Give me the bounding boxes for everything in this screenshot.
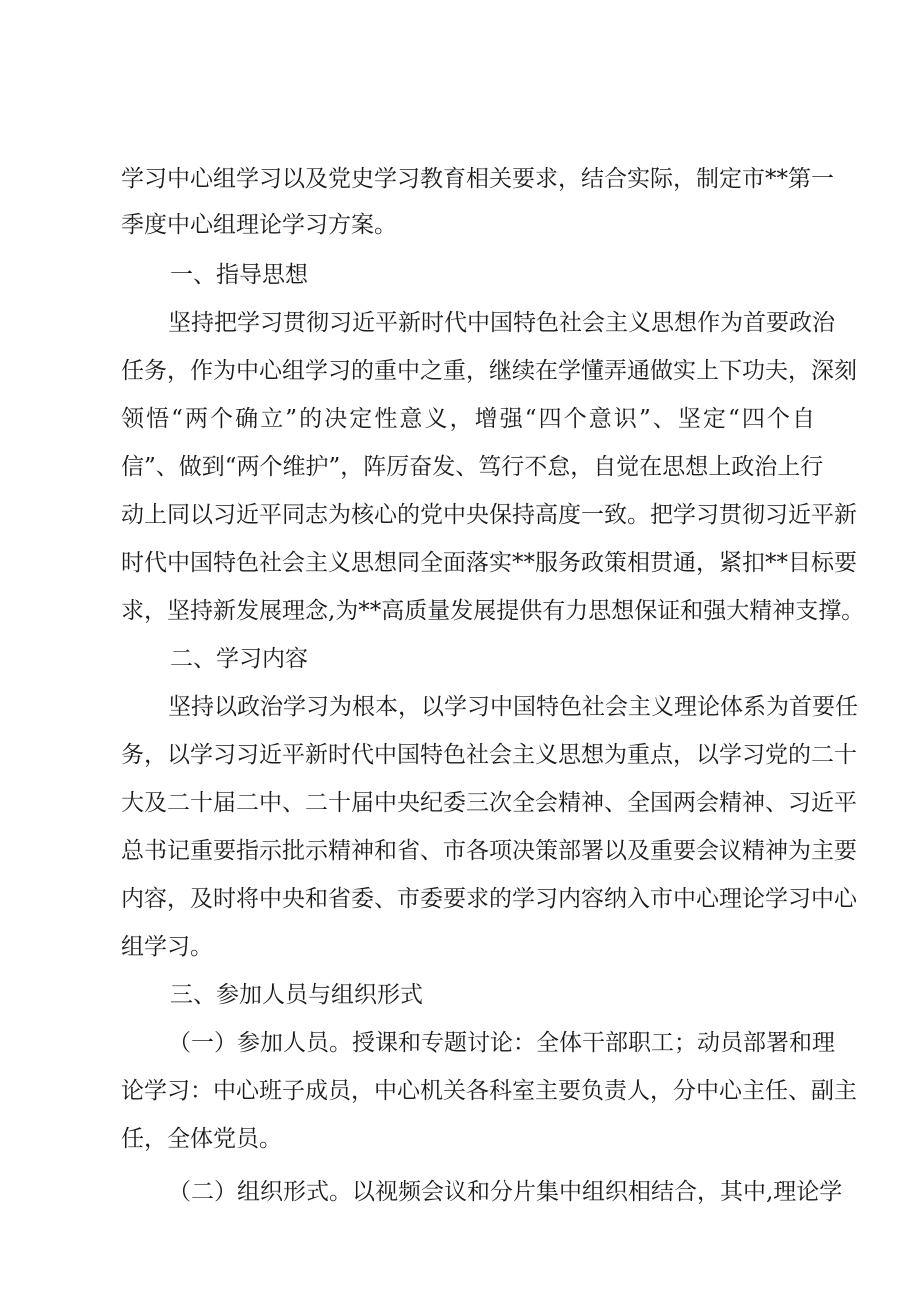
paragraph-line: 组学习。 <box>121 934 213 960</box>
paragraph-line: 学习中心组学习以及党史学习教育相关要求，结合实际，制定市**第一 <box>121 166 834 192</box>
paragraph-line: 大及二十届二中、二十届中央纪委三次全会精神、全国两会精神、习近平 <box>121 790 857 816</box>
paragraph-line: （一）参加人员。授课和专题讨论：全体干部职工；动员部署和理 <box>168 1030 835 1056</box>
paragraph-line: 坚持把学习贯彻习近平新时代中国特色社会主义思想作为首要政治 <box>168 310 835 336</box>
paragraph-line: 内容，及时将中央和省委、市委要求的学习内容纳入市中心理论学习中心 <box>121 886 857 912</box>
paragraph-line: 务，以学习习近平新时代中国特色社会主义思想为重点，以学习党的二十 <box>121 742 857 768</box>
paragraph-line: 动上同以习近平同志为核心的党中央保持高度一致。把学习贯彻习近平新 <box>121 502 857 528</box>
paragraph-line: （二）组织形式。以视频会议和分片集中组织相结合，其中,理论学 <box>168 1179 843 1205</box>
paragraph-line: 领悟“两个确立”的决定性意义，增强“四个意识”、坚定“四个自 <box>121 406 815 432</box>
paragraph-line: 坚持以政治学习为根本，以学习中国特色社会主义理论体系为首要任 <box>168 694 858 720</box>
section-heading: 一、指导思想 <box>170 262 308 288</box>
paragraph-line: 总书记重要指示批示精神和省、市各项决策部署以及重要会议精神为主要 <box>121 838 857 864</box>
section-heading: 二、学习内容 <box>170 646 308 672</box>
paragraph-line: 时代中国特色社会主义思想同全面落实**服务政策相贯通，紧扣**目标要 <box>121 550 857 576</box>
section-heading: 三、参加人员与组织形式 <box>170 982 423 1008</box>
paragraph-line: 任，全体党员。 <box>121 1126 282 1152</box>
paragraph-line: 任务，作为中心组学习的重中之重，继续在学懂弄通做实上下功夫，深刻 <box>121 358 857 384</box>
paragraph-line: 求，坚持新发展理念,为**高质量发展提供有力思想保证和强大精神支撑。 <box>121 598 865 624</box>
paragraph-line: 论学习：中心班子成员，中心机关各科室主要负责人，分中心主任、副主 <box>121 1078 857 1104</box>
paragraph-line: 季度中心组理论学习方案。 <box>121 212 397 238</box>
paragraph-line: 信”、做到“两个维护”，阵厉奋发、笃行不怠，自觉在思想上政治上行 <box>121 454 824 480</box>
